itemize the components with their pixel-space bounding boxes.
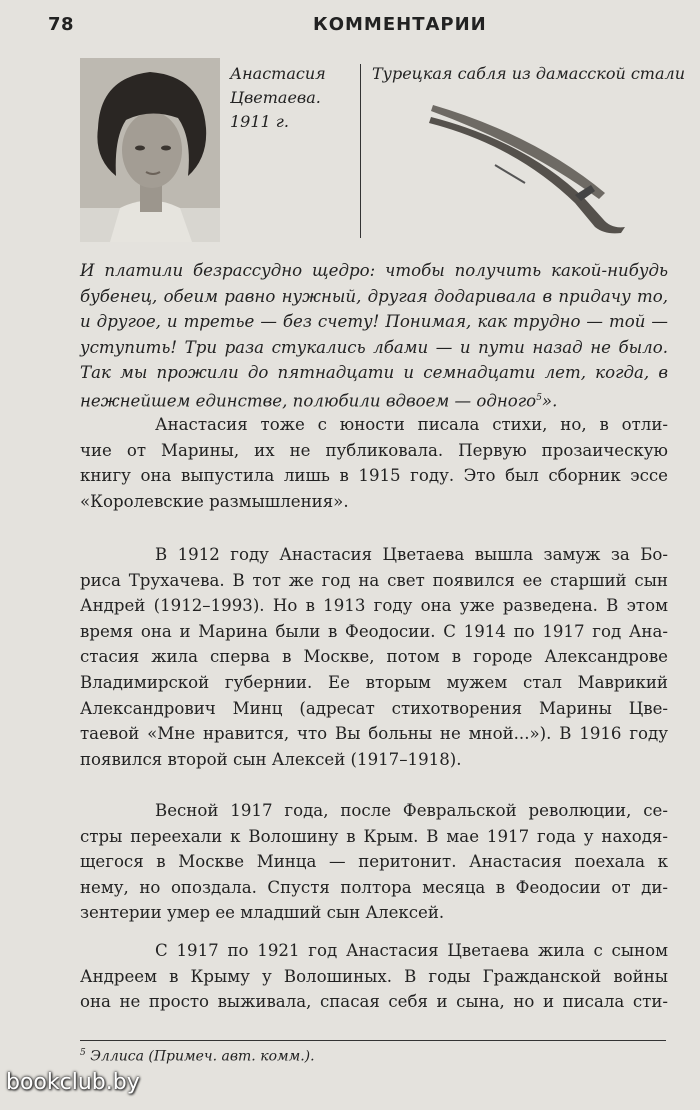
paragraph-line: С 1917 по 1921 год Анастасия Цветаева жила с сыном: [155, 941, 668, 960]
saber-caption: Турецкая сабля из дамасской стали: [372, 64, 685, 83]
paragraph-line: Андреем в Крыму у Волошиных. В годы Гражданской войны: [80, 966, 668, 986]
figure-divider: [360, 64, 361, 238]
photo-caption: [230, 62, 350, 134]
paragraph-line: Владимирской губернии. Ее вторым мужем стал Маврикий: [80, 672, 668, 692]
quote-line: уступить! Три раза стукались лбами — и пути назад не было.: [80, 337, 668, 357]
paragraph-line: стасия жила сперва в Москве, потом в городе Александрове: [80, 647, 668, 667]
page-header: [48, 14, 668, 44]
running-head: КОММЕНТАРИИ: [313, 14, 487, 35]
quote-line: и другое, и третье — без счету! Понимая, как трудно — той —: [80, 312, 668, 332]
paragraph-line: она не просто выживала, спасая себя и сына, но и писала сти-: [80, 992, 668, 1012]
paragraph-line: Андрей (1912–1993). Но в 1913 году она уже разведена. В этом: [80, 596, 668, 616]
paragraph-line: стры переехали к Волошину в Крым. В мае 1917 года у находя-: [80, 826, 668, 846]
footnote-number: 5: [80, 1048, 86, 1058]
paragraph-line: Весной 1917 года, после Февральской революции, се-: [155, 801, 668, 820]
page-number: 78: [48, 14, 75, 35]
quote-block: [80, 258, 668, 414]
quote-line: Так мы прожили до пятнадцати и семнадцати лет, когда, в: [80, 363, 668, 383]
paragraph-line: таевой «Мне нравится, что Вы больны не мной...»). В 1916 году: [80, 724, 668, 744]
footnote-text: Эллиса (Примеч. авт. комм.).: [90, 1048, 315, 1065]
paragraph-4: [80, 938, 668, 1015]
quote-line: бубенец, обеим равно нужный, другая додаривала в придачу то,: [80, 286, 668, 306]
paragraph-line: чие от Марины, их не публиковала. Первую прозаическую: [80, 440, 668, 460]
quote-end: ».: [541, 391, 558, 411]
quote-line-text: нежнейшем единстве, полюбили вдвоем — одного: [80, 391, 537, 411]
paragraph-line: книгу она выпустила лишь в 1915 году. Это был сборник эссе: [80, 466, 668, 486]
paragraph-line: нему, но опоздала. Спустя полтора месяца в Феодосии от ди-: [80, 877, 668, 897]
photo-caption-line: Анастасия: [230, 64, 326, 83]
portrait-photo: [80, 58, 220, 242]
paragraph-line: В 1912 году Анастасия Цветаева вышла замуж за Бо-: [155, 545, 668, 564]
paragraph-line: время она и Марина были в Феодосии. С 1914 по 1917 год Ана-: [80, 621, 668, 641]
paragraph-line: появился второй сын Алексей (1917–1918).: [80, 749, 462, 769]
paragraph-line: щегося в Москве Минца — перитонит. Анастасия поехала к: [80, 852, 668, 872]
paragraph-line: риса Трухачева. В тот же год на свет появился ее старший сын: [80, 570, 668, 590]
watermark: bookclub.by: [6, 1070, 140, 1095]
footnote-rule: [80, 1040, 666, 1041]
paragraph-line: «Королевские размышления».: [80, 491, 349, 511]
footnote: [80, 1048, 315, 1065]
photo-caption-line: 1911 г.: [230, 112, 289, 131]
paragraph-line: Анастасия тоже с юности писала стихи, но, в отли-: [155, 415, 668, 434]
photo-caption-line: Цветаева.: [230, 88, 321, 107]
quote-line-last: [80, 386, 668, 414]
saber-illustration: [425, 95, 645, 249]
paragraph-1: [80, 412, 668, 514]
paragraph-line: Александрович Минц (адресат стихотворения Марины Цве-: [80, 698, 668, 718]
footnote-ref: 5: [536, 392, 542, 403]
paragraph-2: [80, 542, 668, 772]
paragraph-3: [80, 798, 668, 926]
paragraph-line: зентерии умер ее младший сын Алексей.: [80, 903, 445, 923]
quote-line: И платили безрассудно щедро: чтобы получить какой-нибудь: [80, 261, 668, 280]
